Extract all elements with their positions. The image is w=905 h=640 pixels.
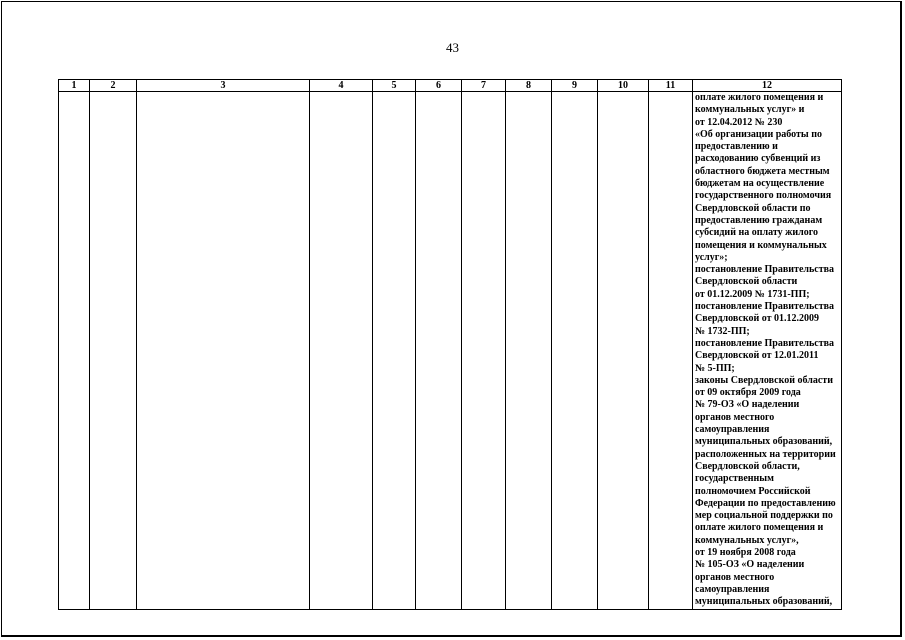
header-col-10: 10 [598,80,649,92]
text-line: полномочием Российской [695,485,811,497]
header-col-7: 7 [462,80,506,92]
table-cell-col-1 [59,92,90,610]
header-col-5: 5 [373,80,416,92]
text-line: оплате жилого помещения и [695,92,824,103]
text-line: оплате жилого помещения и [695,522,824,534]
text-line: органов местного [695,571,775,583]
text-line: услуг»; [695,251,728,263]
text-line: расходованию субвенций из [695,153,821,165]
text-line: помещения и коммунальных [695,239,827,251]
text-line: органов местного [695,411,775,423]
header-col-3: 3 [137,80,310,92]
text-line: субсидий на оплату жилого [695,227,819,239]
header-col-11: 11 [649,80,693,92]
text-line: «Об организации работы по [695,128,822,140]
text-line: государственным [695,473,774,485]
text-line: № 1732-ПП; [695,325,750,337]
text-line: расположенных на территории [695,448,836,460]
text-line: мер социальной поддержки по [695,510,833,522]
header-row [59,80,842,92]
text-line: от 12.04.2012 № 230 [695,116,783,128]
header-col-8: 8 [506,80,552,92]
table-cell-col-5 [373,92,416,610]
text-line: постановление Правительства [695,301,835,313]
table-cell-col-2 [90,92,137,610]
header-col-9: 9 [552,80,598,92]
text-line: законы Свердловской области [695,374,833,386]
text-line: предоставлению гражданам [695,214,823,226]
header-col-12: 12 [693,80,842,92]
table-cell-col-6 [416,92,462,610]
text-line: № 105-ОЗ «О наделении [695,559,805,571]
text-line: от 19 ноября 2008 года [695,546,796,558]
text-line: от 01.12.2009 № 1731-ПП; [695,288,810,300]
document-table [58,79,842,610]
header-col-6: 6 [416,80,462,92]
table-cell-col-10 [598,92,649,610]
text-line: коммунальных услуг», [695,534,799,546]
table-row [59,92,842,610]
text-line: областного бюджета местным [695,165,830,177]
table-cell-col-7 [462,92,506,610]
text-line: постановление Правительства [695,337,835,349]
table-cell-col-3 [137,92,310,610]
text-line: № 5-ПП; [695,362,735,374]
text-line: муниципальных образований, [695,596,833,608]
text-line: Свердловской от 01.12.2009 [695,313,820,325]
text-line: Федерации по предоставлению [695,497,836,509]
header-col-4: 4 [310,80,373,92]
text-line: Свердловской области [695,276,798,288]
text-line: постановление Правительства [695,264,835,276]
header-col-2: 2 [90,80,137,92]
text-line: самоуправления [695,424,770,436]
text-line: коммунальных услуг» и [695,104,805,116]
text-line: Свердловской от 12.01.2011 [695,350,819,362]
page-number: 43 [446,40,459,55]
text-line: самоуправления [695,583,770,595]
table-cell-col-9 [552,92,598,610]
text-line: муниципальных образований, [695,436,833,448]
table-cell-col-8 [506,92,552,610]
text-line: Свердловской области по [695,202,811,214]
table-cell-col-12 [693,92,842,610]
text-line: от 09 октября 2009 года [695,387,801,399]
text-line: предоставлению и [695,141,778,153]
header-col-1: 1 [59,80,90,92]
table-cell-col-4 [310,92,373,610]
text-line: бюджетам на осуществление [695,178,825,190]
text-line: № 79-ОЗ «О наделении [695,399,800,411]
table-cell-col-11 [649,92,693,610]
text-line: Свердловской области, [695,460,800,472]
text-line: государственного полномочия [695,190,832,202]
